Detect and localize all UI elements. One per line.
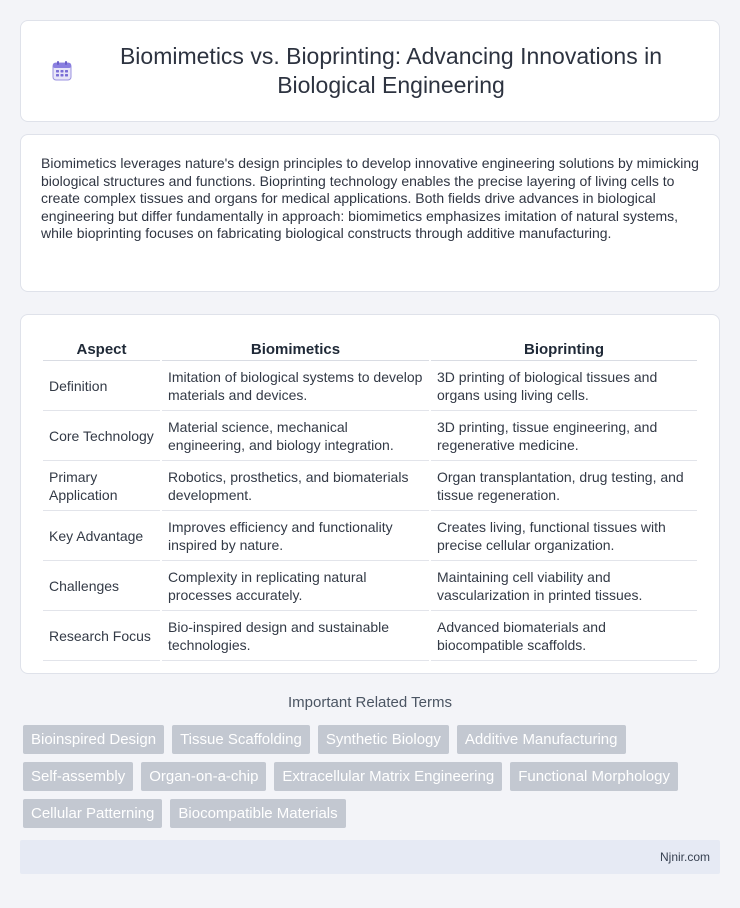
aspect-cell: Key Advantage	[43, 513, 160, 561]
header-card	[20, 20, 720, 122]
bioprinting-cell: 3D printing of biological tissues and organs using living cells.	[431, 363, 697, 411]
table-row	[43, 463, 697, 511]
biomimetics-cell: Bio-inspired design and sustainable technologies.	[162, 613, 429, 661]
header-bioprinting: Bioprinting	[431, 337, 697, 361]
table-header-row	[43, 337, 697, 361]
tag-cellular-patterning[interactable]: Cellular Patterning	[23, 799, 162, 828]
tag-bioinspired-design[interactable]: Bioinspired Design	[23, 725, 164, 754]
tag-additive-manufacturing[interactable]: Additive Manufacturing	[457, 725, 626, 754]
table-row	[43, 413, 697, 461]
tag-biocompatible-materials[interactable]: Biocompatible Materials	[170, 799, 345, 828]
tag-synthetic-biology[interactable]: Synthetic Biology	[318, 725, 449, 754]
biomimetics-cell: Robotics, prosthetics, and biomaterials development.	[162, 463, 429, 511]
intro-card	[20, 134, 720, 292]
table-row	[43, 363, 697, 411]
page-title: Biomimetics vs. Bioprinting: Advancing Innovations in Biological Engineering	[119, 43, 663, 98]
related-terms-title: Important Related Terms	[288, 694, 452, 711]
footer-site[interactable]: Njnir.com	[659, 850, 710, 864]
bioprinting-cell: 3D printing, tissue engineering, and regenerative medicine.	[431, 413, 697, 461]
tag-functional-morphology[interactable]: Functional Morphology	[510, 762, 678, 791]
bioprinting-cell: Advanced biomaterials and biocompatible scaffolds.	[431, 613, 697, 661]
aspect-cell: Definition	[43, 363, 160, 411]
tag-extracellular-matrix-engineering[interactable]: Extracellular Matrix Engineering	[274, 762, 502, 791]
aspect-cell: Core Technology	[43, 413, 160, 461]
tag-organ-on-a-chip[interactable]: Organ-on-a-chip	[141, 762, 266, 791]
header-biomimetics: Biomimetics	[162, 337, 429, 361]
bioprinting-cell: Creates living, functional tissues with precise cellular organization.	[431, 513, 697, 561]
table-row	[43, 613, 697, 661]
comparison-card	[20, 314, 720, 674]
biomimetics-cell: Improves efficiency and functionality inspired by nature.	[162, 513, 429, 561]
bioprinting-cell: Maintaining cell viability and vascularization in printed tissues.	[431, 563, 697, 611]
related-terms-tags	[20, 725, 720, 828]
title-row	[51, 42, 689, 100]
tag-tissue-scaffolding[interactable]: Tissue Scaffolding	[172, 725, 310, 754]
header-aspect: Aspect	[43, 337, 160, 361]
bioprinting-cell: Organ transplantation, drug testing, and tissue regeneration.	[431, 463, 697, 511]
intro-text: Biomimetics leverages nature's design principles to develop innovative engineering solutions by mimicking biological structures and functions. Bioprinting technology enables the precise layering of living cells to create complex tissues and organs for medical applications. Both fields drive advances in biological engineering but differ fundamentally in approach: biomimetics emphasizes imitation of natural systems, while bioprinting focuses on fabricating biological constructs through additive manufacturing.	[41, 155, 699, 242]
aspect-cell: Research Focus	[43, 613, 160, 661]
biomimetics-cell: Imitation of biological systems to develop materials and devices.	[162, 363, 429, 411]
calendar-icon	[51, 60, 73, 82]
biomimetics-cell: Material science, mechanical engineering, and biology integration.	[162, 413, 429, 461]
tag-self-assembly[interactable]: Self-assembly	[23, 762, 133, 791]
table-row	[43, 513, 697, 561]
aspect-cell: Challenges	[43, 563, 160, 611]
footer	[20, 840, 720, 874]
table-row	[43, 563, 697, 611]
biomimetics-cell: Complexity in replicating natural processes accurately.	[162, 563, 429, 611]
comparison-table	[41, 335, 699, 663]
aspect-cell: Primary Application	[43, 463, 160, 511]
